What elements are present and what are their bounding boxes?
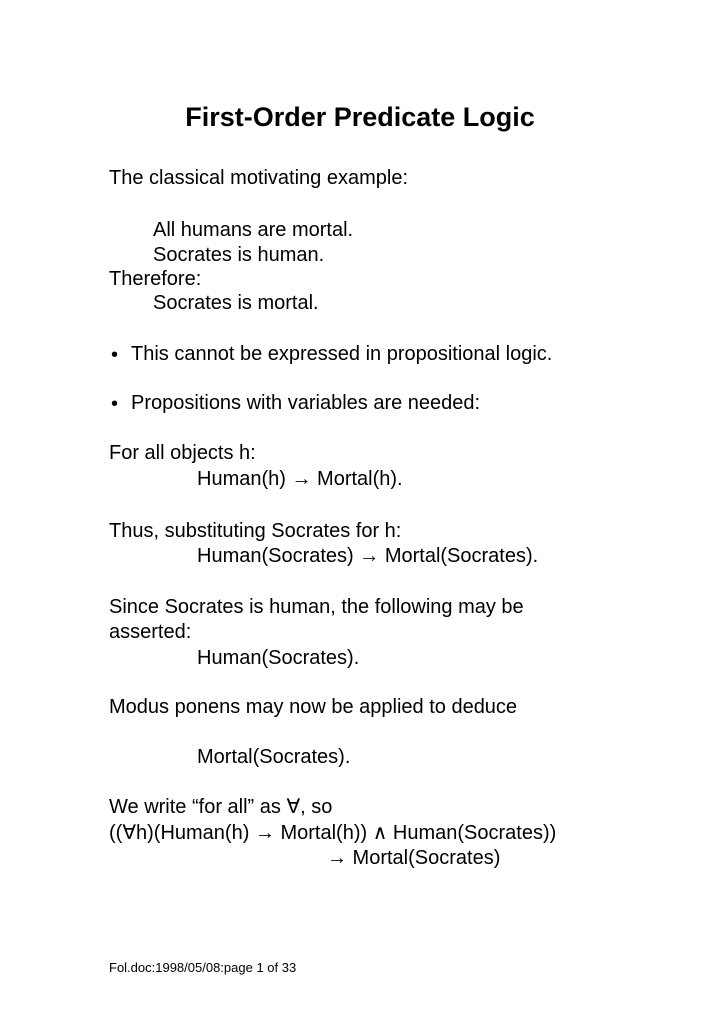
- page-title: First-Order Predicate Logic: [185, 102, 535, 132]
- page-footer: Fol.doc:1998/05/08:page 1 of 33: [109, 960, 297, 975]
- modus-ponens-result: Mortal(Socrates).: [197, 746, 351, 768]
- premise-2: Socrates is human.: [153, 244, 325, 266]
- bullet-1-text: This cannot be expressed in propositional logic.: [131, 343, 553, 365]
- forall-notation-line: We write “for all” as ∀, so: [109, 796, 333, 818]
- premise-1: All humans are mortal.: [153, 219, 354, 241]
- substitute-formula: Human(Socrates) → Mortal(Socrates).: [197, 545, 539, 567]
- bullet-2-marker: •: [111, 393, 119, 415]
- final-formula-line-1: ((∀h)(Human(h) → Mortal(h)) ∧ Human(Socrates)): [109, 822, 557, 844]
- conclusion: Socrates is mortal.: [153, 292, 319, 314]
- substitute-intro: Thus, substituting Socrates for h:: [109, 520, 402, 542]
- for-all-formula: Human(h) → Mortal(h).: [197, 468, 403, 490]
- therefore-label: Therefore:: [109, 268, 202, 290]
- assert-line-1: Since Socrates is human, the following may be: [109, 596, 524, 618]
- assert-formula: Human(Socrates).: [197, 647, 360, 669]
- bullet-1-marker: •: [111, 344, 119, 366]
- assert-line-2: asserted:: [109, 621, 192, 643]
- intro-text: The classical motivating example:: [109, 167, 409, 189]
- bullet-2-text: Propositions with variables are needed:: [131, 392, 481, 414]
- modus-ponens-intro: Modus ponens may now be applied to deduce: [109, 696, 518, 718]
- for-all-intro: For all objects h:: [109, 442, 256, 464]
- final-formula-line-2: → Mortal(Socrates): [327, 847, 501, 869]
